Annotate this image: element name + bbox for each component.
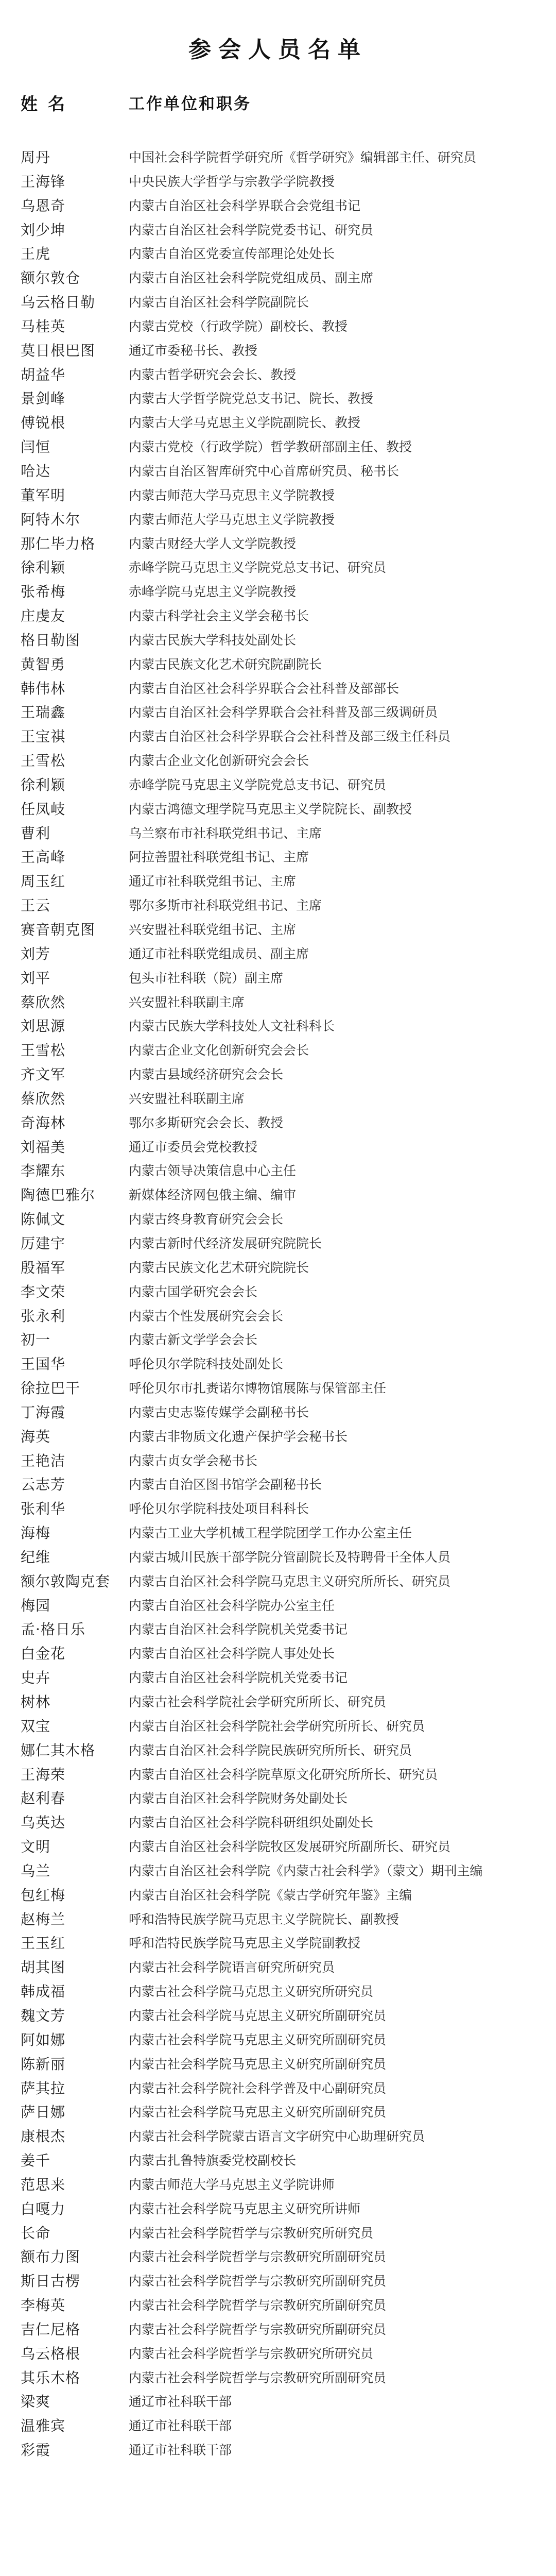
attendee-unit: 内蒙古自治区党委宣传部理论处处长	[129, 246, 335, 262]
attendee-name: 梁爽	[21, 2393, 51, 2411]
attendee-unit: 内蒙古大学哲学院党总支书记、院长、教授	[129, 391, 374, 406]
table-row	[0, 1061, 556, 1086]
attendee-name: 周玉红	[21, 873, 66, 890]
attendee-unit: 内蒙古社会科学院语言研究所研究员	[129, 1960, 335, 1975]
table-row	[0, 772, 556, 796]
attendee-unit: 内蒙古终身教育研究会会长	[129, 1212, 284, 1227]
table-row	[0, 868, 556, 892]
attendee-name: 董军明	[21, 486, 66, 504]
table-row	[0, 2027, 556, 2051]
attendee-name: 莫日根巴图	[21, 342, 96, 359]
table-row	[0, 1206, 556, 1230]
attendee-unit: 内蒙古自治区社会科学院草原文化研究所所长、研究员	[129, 1767, 438, 1782]
attendee-unit: 中央民族大学哲学与宗教学学院教授	[129, 174, 335, 189]
table-row	[0, 434, 556, 458]
table-row	[0, 1182, 556, 1206]
attendee-name: 王瑞鑫	[21, 704, 66, 721]
table-row	[0, 2244, 556, 2268]
table-row	[0, 675, 556, 700]
attendee-name: 乌恩奇	[21, 197, 66, 214]
attendee-unit: 内蒙古社会科学院蒙古语言文字研究中心助理研究员	[129, 2129, 425, 2144]
attendee-name: 殷福军	[21, 1259, 66, 1276]
attendee-unit: 赤峰学院马克思主义学院党总支书记、研究员	[129, 777, 387, 792]
table-row	[0, 1134, 556, 1158]
attendee-name: 韩成福	[21, 1983, 66, 2001]
attendee-name: 刘思源	[21, 1018, 66, 1035]
attendee-name: 李文荣	[21, 1283, 66, 1300]
table-row	[0, 2413, 556, 2437]
attendee-unit: 内蒙古自治区智库研究中心首席研究员、秘书长	[129, 463, 399, 479]
attendee-unit: 呼和浩特民族学院马克思主义学院副教授	[129, 1936, 361, 1951]
attendee-name: 王海荣	[21, 1766, 66, 1783]
attendee-name: 景剑峰	[21, 390, 66, 408]
attendee-name: 徐利颖	[21, 559, 66, 577]
table-row	[0, 2268, 556, 2292]
table-row	[0, 1930, 556, 1954]
attendee-name: 丁海霞	[21, 1403, 66, 1421]
table-row	[0, 2316, 556, 2341]
attendee-unit: 兴安盟社科联党组书记、主席	[129, 922, 297, 937]
table-row	[0, 289, 556, 313]
attendee-name: 王宝祺	[21, 728, 66, 745]
attendee-name: 王海锋	[21, 173, 66, 190]
attendee-name: 傅锐根	[21, 414, 66, 432]
attendee-name: 周丹	[21, 149, 51, 166]
attendee-name: 包红梅	[21, 1886, 66, 1904]
table-row	[0, 1351, 556, 1375]
table-row	[0, 579, 556, 603]
attendee-name: 王国华	[21, 1355, 66, 1373]
attendee-name: 树林	[21, 1693, 51, 1710]
attendee-unit: 兴安盟社科联副主席	[129, 994, 245, 1010]
attendee-name: 王雪松	[21, 752, 66, 770]
table-header	[0, 91, 556, 122]
attendee-unit: 内蒙古新文学学会会长	[129, 1332, 258, 1348]
attendee-unit: 内蒙古社会科学院哲学与宗教研究所副研究员	[129, 2249, 387, 2265]
table-row	[0, 1158, 556, 1182]
attendee-name: 那仁毕力格	[21, 535, 96, 552]
attendee-unit: 内蒙古师范大学马克思主义学院教授	[129, 487, 335, 503]
table-row	[0, 1110, 556, 1134]
attendee-name: 赵梅兰	[21, 1910, 66, 1928]
table-row	[0, 1640, 556, 1665]
attendee-unit: 呼伦贝尔学院科技处项目科科长	[129, 1501, 309, 1517]
table-row	[0, 2341, 556, 2365]
attendee-name: 奇海林	[21, 1114, 66, 1131]
attendee-name: 李耀东	[21, 1162, 66, 1180]
attendee-name: 陈新丽	[21, 2055, 66, 2073]
attendee-name: 庄虔友	[21, 607, 66, 625]
table-row	[0, 2437, 556, 2461]
attendee-unit: 中国社会科学院哲学研究所《哲学研究》编辑部主任、研究员	[129, 150, 477, 165]
table-row	[0, 2123, 556, 2147]
attendee-unit: 内蒙古非物质文化遗产保护学会秘书长	[129, 1429, 348, 1444]
header-name-column: 姓名	[21, 94, 75, 114]
attendee-unit: 鄂尔多斯研究会会长、教授	[129, 1115, 284, 1130]
attendee-unit: 通辽市社科联干部	[129, 2443, 232, 2458]
table-row	[0, 1785, 556, 1809]
attendee-unit: 内蒙古个性发展研究会会长	[129, 1308, 284, 1324]
page-title: 参会人员名单	[188, 37, 368, 63]
attendee-name: 王玉红	[21, 1935, 66, 1952]
attendee-name: 徐利颖	[21, 776, 66, 793]
attendee-name: 刘少坤	[21, 221, 66, 239]
attendee-unit: 内蒙古自治区社会科学院马克思主义研究所所长、研究员	[129, 1573, 451, 1589]
table-row	[0, 1906, 556, 1930]
attendee-unit: 内蒙古自治区社会科学院社会学研究所所长、研究员	[129, 1718, 425, 1734]
attendee-unit: 内蒙古社会科学院哲学与宗教研究所研究员	[129, 2346, 374, 2361]
attendee-name: 哈达	[21, 462, 51, 480]
table-row	[0, 748, 556, 772]
attendee-name: 康根杰	[21, 2128, 66, 2145]
attendee-unit: 内蒙古国学研究会会长	[129, 1284, 258, 1299]
attendee-unit: 内蒙古领导决策信息中心主任	[129, 1163, 297, 1179]
table-row	[0, 917, 556, 941]
attendee-unit: 内蒙古自治区社会科学界联合会社科普及部部长	[129, 681, 399, 696]
table-row	[0, 1448, 556, 1472]
table-row	[0, 723, 556, 748]
attendee-unit: 兴安盟社科联副主席	[129, 1091, 245, 1106]
attendee-name: 额尔敦仓	[21, 269, 81, 287]
table-row	[0, 1471, 556, 1496]
attendee-name: 白金花	[21, 1645, 66, 1663]
attendee-name: 蔡欣然	[21, 993, 66, 1011]
table-row	[0, 989, 556, 1013]
attendee-name: 赛音朝克图	[21, 921, 96, 938]
table-row	[0, 2172, 556, 2196]
table-row	[0, 820, 556, 844]
table-row	[0, 1327, 556, 1351]
attendee-name: 魏文芳	[21, 2007, 66, 2024]
attendee-name: 韩伟林	[21, 680, 66, 697]
attendee-unit: 内蒙古师范大学马克思主义学院讲师	[129, 2177, 335, 2192]
attendee-name: 胡益华	[21, 366, 66, 383]
attendee-name: 彩霞	[21, 2442, 51, 2459]
table-row	[0, 965, 556, 989]
attendee-name: 斯日古楞	[21, 2273, 81, 2290]
attendee-unit: 内蒙古社会科学院哲学与宗教研究所副研究员	[129, 2321, 387, 2337]
table-row	[0, 1230, 556, 1255]
attendee-unit: 内蒙古企业文化创新研究会会长	[129, 1043, 309, 1058]
table-row	[0, 554, 556, 579]
table-row	[0, 1544, 556, 1568]
header-unit-column: 工作单位和职务	[129, 95, 251, 113]
attendee-name: 双宝	[21, 1717, 51, 1735]
table-row	[0, 1279, 556, 1303]
table-row	[0, 2003, 556, 2027]
table-row	[0, 313, 556, 337]
table-row	[0, 217, 556, 241]
table-row	[0, 1737, 556, 1761]
attendee-unit: 内蒙古城川民族干部学院分管副院长及特聘骨干全体人员	[129, 1549, 451, 1565]
attendee-unit: 内蒙古社会科学院马克思主义研究所副研究员	[129, 2105, 387, 2120]
attendee-unit: 内蒙古自治区图书馆学会副秘书长	[129, 1477, 322, 1493]
table-row	[0, 1978, 556, 2003]
attendee-name: 乌云格根	[21, 2345, 81, 2362]
attendee-name: 额尔敦陶克套	[21, 1572, 111, 1590]
attendee-name: 赵利春	[21, 1790, 66, 1807]
attendee-name: 其乐木格	[21, 2369, 81, 2386]
attendee-name: 纪维	[21, 1548, 51, 1566]
table-row	[0, 1809, 556, 1834]
table-row	[0, 241, 556, 265]
attendee-unit: 内蒙古贞女学会秘书长	[129, 1453, 258, 1468]
attendee-unit: 内蒙古民族大学科技处副处长	[129, 632, 297, 648]
attendee-name: 阿特木尔	[21, 511, 81, 528]
attendee-unit: 内蒙古社会科学院哲学与宗教研究所副研究员	[129, 2370, 387, 2385]
attendee-name: 曹利	[21, 824, 51, 842]
attendee-unit: 内蒙古财经大学人文学院教授	[129, 536, 297, 551]
attendee-unit: 内蒙古民族大学科技处人文社科科长	[129, 1019, 335, 1034]
table-row	[0, 1423, 556, 1448]
attendee-name: 齐文军	[21, 1066, 66, 1083]
attendee-unit: 阿拉善盟社科联党组书记、主席	[129, 850, 309, 865]
table-row	[0, 1616, 556, 1640]
attendee-unit: 赤峰学院马克思主义学院教授	[129, 584, 297, 600]
table-row	[0, 1037, 556, 1061]
attendee-unit: 内蒙古自治区社会科学院办公室主任	[129, 1598, 335, 1613]
attendee-unit: 内蒙古自治区社会科学院机关党委书记	[129, 1622, 348, 1637]
attendee-unit: 内蒙古社会科学院社会科学普及中心副研究员	[129, 2080, 387, 2096]
attendee-name: 刘平	[21, 969, 51, 987]
attendee-unit: 乌兰察布市社科联党组书记、主席	[129, 825, 322, 841]
table-row	[0, 1399, 556, 1423]
attendee-name: 徐拉巴干	[21, 1380, 81, 1397]
table-row	[0, 482, 556, 506]
attendee-name: 胡其图	[21, 1959, 66, 1976]
attendee-unit: 内蒙古社会科学院马克思主义研究所研究员	[129, 1984, 374, 1999]
table-row	[0, 385, 556, 410]
attendee-name: 吉仁尼格	[21, 2320, 81, 2338]
table-row	[0, 2220, 556, 2244]
table-row	[0, 2075, 556, 2099]
attendee-name: 陈佩文	[21, 1211, 66, 1228]
attendee-unit: 呼伦贝尔市扎赉诺尔博物馆展陈与保管部主任	[129, 1381, 387, 1396]
table-row	[0, 2196, 556, 2220]
attendee-unit: 内蒙古大学马克思主义学院副院长、教授	[129, 415, 361, 431]
attendee-name: 陶德巴雅尔	[21, 1187, 96, 1204]
table-row	[0, 1568, 556, 1592]
table-row	[0, 531, 556, 555]
attendee-list	[0, 144, 556, 2461]
attendee-unit: 内蒙古自治区社会科学界联合会社科普及部三级调研员	[129, 705, 438, 720]
attendee-name: 长命	[21, 2224, 51, 2242]
table-row	[0, 1858, 556, 1882]
attendee-unit: 内蒙古师范大学马克思主义学院教授	[129, 512, 335, 527]
attendee-unit: 内蒙古新时代经济发展研究院院长	[129, 1235, 322, 1251]
table-row	[0, 1013, 556, 1037]
attendee-unit: 通辽市社科联党组书记、主席	[129, 874, 297, 889]
attendee-name: 刘芳	[21, 945, 51, 962]
attendee-name: 任凤岐	[21, 800, 66, 818]
attendee-name: 王雪松	[21, 1042, 66, 1059]
attendee-unit: 内蒙古自治区社会科学院副院长	[129, 295, 309, 310]
table-row	[0, 144, 556, 168]
attendee-unit: 内蒙古社会科学院马克思主义研究所副研究员	[129, 2008, 387, 2023]
table-row	[0, 2099, 556, 2123]
attendee-name: 乌云格日勒	[21, 294, 96, 311]
attendee-unit: 内蒙古社会科学院马克思主义研究所副研究员	[129, 2056, 387, 2072]
table-row	[0, 337, 556, 362]
attendee-name: 白嘎力	[21, 2200, 66, 2217]
table-row	[0, 1496, 556, 1520]
attendee-name: 厉建宇	[21, 1234, 66, 1252]
attendee-name: 范思来	[21, 2176, 66, 2193]
table-row	[0, 603, 556, 627]
attendee-name: 蔡欣然	[21, 1090, 66, 1107]
table-row	[0, 1713, 556, 1737]
attendee-unit: 内蒙古科学社会主义学会秘书长	[129, 608, 309, 624]
attendee-name: 李梅英	[21, 2297, 66, 2314]
attendee-unit: 包头市社科联（院）副主席	[129, 970, 284, 986]
attendee-unit: 内蒙古社会科学院哲学与宗教研究所副研究员	[129, 2298, 387, 2313]
attendee-unit: 内蒙古鸿德文理学院马克思主义学院院长、副教授	[129, 801, 412, 817]
table-row	[0, 1882, 556, 1906]
attendee-unit: 内蒙古自治区社会科学院《蒙古学研究年鉴》主编	[129, 1887, 412, 1903]
attendee-name: 温雅宾	[21, 2417, 66, 2435]
attendee-unit: 内蒙古自治区社会科学院机关党委书记	[129, 1670, 348, 1686]
attendee-name: 乌英达	[21, 1814, 66, 1832]
attendee-name: 姜千	[21, 2152, 51, 2170]
table-row	[0, 941, 556, 965]
attendee-unit: 内蒙古自治区社会科学院科研组织处副处长	[129, 1815, 374, 1831]
attendee-unit: 内蒙古自治区社会科学院牧区发展研究所副所长、研究员	[129, 1839, 451, 1855]
attendee-name: 海英	[21, 1428, 51, 1445]
attendee-unit: 内蒙古社会科学院马克思主义研究所副研究员	[129, 2032, 387, 2047]
attendee-name: 黄智勇	[21, 655, 66, 673]
attendee-name: 马桂英	[21, 317, 66, 335]
attendee-name: 王云	[21, 897, 51, 914]
table-row	[0, 1255, 556, 1279]
table-row	[0, 265, 556, 289]
attendee-unit: 内蒙古哲学研究会会长、教授	[129, 367, 297, 382]
table-row	[0, 2292, 556, 2316]
attendee-name: 张希梅	[21, 583, 66, 601]
attendee-unit: 通辽市社科联干部	[129, 2394, 232, 2410]
attendee-unit: 内蒙古自治区社会科学院财务处副处长	[129, 1791, 348, 1806]
attendee-name: 阿如娜	[21, 2031, 66, 2048]
table-row	[0, 651, 556, 675]
attendee-unit: 内蒙古工业大学机械工程学院团学工作办公室主任	[129, 1526, 412, 1541]
attendee-name: 张永利	[21, 1307, 66, 1325]
table-row	[0, 1954, 556, 1978]
attendee-name: 云志芳	[21, 1476, 66, 1494]
attendee-name: 孟·格日乐	[21, 1621, 85, 1638]
attendee-unit: 内蒙古自治区社会科学院党委书记、研究员	[129, 222, 374, 238]
attendee-name: 史卉	[21, 1669, 51, 1687]
attendee-unit: 内蒙古自治区社会科学界联合会党组书记	[129, 198, 361, 213]
attendee-unit: 内蒙古县域经济研究会会长	[129, 1067, 284, 1082]
attendee-unit: 内蒙古党校（行政学院）哲学教研部副主任、教授	[129, 439, 412, 455]
attendee-name: 额布力图	[21, 2248, 81, 2266]
attendee-name: 萨其拉	[21, 2079, 66, 2097]
table-row	[0, 2365, 556, 2389]
attendee-unit: 通辽市社科联干部	[129, 2418, 232, 2434]
attendee-unit: 内蒙古扎鲁特旗委党校副校长	[129, 2153, 297, 2168]
table-row	[0, 892, 556, 917]
table-row	[0, 1761, 556, 1786]
table-row	[0, 458, 556, 482]
attendee-name: 王艳洁	[21, 1452, 66, 1469]
table-row	[0, 796, 556, 820]
attendee-name: 梅园	[21, 1597, 51, 1614]
attendee-name: 王虎	[21, 245, 51, 263]
table-row	[0, 2388, 556, 2413]
table-row	[0, 506, 556, 531]
attendee-unit: 内蒙古自治区社会科学院民族研究所所长、研究员	[129, 1742, 412, 1758]
attendee-name: 乌兰	[21, 1862, 51, 1879]
table-row	[0, 193, 556, 217]
attendee-unit: 通辽市社科联党组成员、副主席	[129, 946, 309, 961]
table-row	[0, 1086, 556, 1110]
attendee-unit: 内蒙古自治区社会科学院《内蒙古社会科学》（蒙文）期刊主编	[129, 1863, 483, 1878]
table-row	[0, 699, 556, 723]
attendee-unit: 通辽市委员会党校教授	[129, 1139, 258, 1155]
table-row	[0, 627, 556, 651]
table-row	[0, 1520, 556, 1544]
attendee-unit: 内蒙古自治区社会科学院党组成员、副主席	[129, 270, 374, 286]
attendee-unit: 内蒙古自治区社会科学界联合会社科普及部三级主任科员	[129, 729, 451, 744]
table-row	[0, 1303, 556, 1327]
attendee-unit: 内蒙古史志鉴传媒学会副秘书长	[129, 1404, 309, 1420]
attendee-unit: 新媒体经济网包俄主编、编审	[129, 1188, 297, 1203]
attendee-unit: 呼和浩特民族学院马克思主义学院院长、副教授	[129, 1911, 399, 1927]
attendee-name: 张利华	[21, 1500, 66, 1518]
attendee-unit: 鄂尔多斯市社科联党组书记、主席	[129, 898, 322, 913]
attendee-name: 文明	[21, 1838, 51, 1856]
attendee-unit: 内蒙古社会科学院马克思主义研究所讲师	[129, 2201, 361, 2216]
table-row	[0, 1834, 556, 1858]
attendee-name: 闫恒	[21, 438, 51, 456]
attendee-unit: 内蒙古社会科学院哲学与宗教研究所研究员	[129, 2225, 374, 2241]
attendee-name: 刘福美	[21, 1138, 66, 1156]
attendee-unit: 内蒙古社会科学院哲学与宗教研究所副研究员	[129, 2274, 387, 2289]
attendee-unit: 内蒙古民族文化艺术研究院副院长	[129, 656, 322, 672]
attendee-name: 海梅	[21, 1524, 51, 1542]
attendee-name: 娜仁其木格	[21, 1741, 96, 1759]
table-row	[0, 2051, 556, 2075]
attendee-unit: 内蒙古民族文化艺术研究院院长	[129, 1260, 309, 1275]
attendee-unit: 赤峰学院马克思主义学院党总支书记、研究员	[129, 560, 387, 575]
attendee-unit: 内蒙古社会科学院社会学研究所所长、研究员	[129, 1694, 387, 1709]
table-row	[0, 168, 556, 193]
attendee-unit: 内蒙古自治区社会科学院人事处处长	[129, 1646, 335, 1662]
attendee-unit: 内蒙古党校（行政学院）副校长、教授	[129, 318, 348, 334]
table-row	[0, 844, 556, 868]
table-row	[0, 1592, 556, 1617]
table-row	[0, 1689, 556, 1713]
table-row	[0, 1665, 556, 1689]
attendee-name: 初一	[21, 1331, 51, 1349]
attendee-name: 王高峰	[21, 849, 66, 866]
table-row	[0, 410, 556, 434]
attendee-unit: 内蒙古企业文化创新研究会会长	[129, 753, 309, 769]
table-row	[0, 2147, 556, 2172]
attendee-unit: 呼伦贝尔学院科技处副处长	[129, 1357, 284, 1372]
attendee-name: 萨日娜	[21, 2104, 66, 2121]
attendee-name: 格日勒图	[21, 631, 81, 649]
table-row	[0, 1375, 556, 1399]
table-row	[0, 362, 556, 386]
attendee-unit: 通辽市委秘书长、教授	[129, 343, 258, 358]
